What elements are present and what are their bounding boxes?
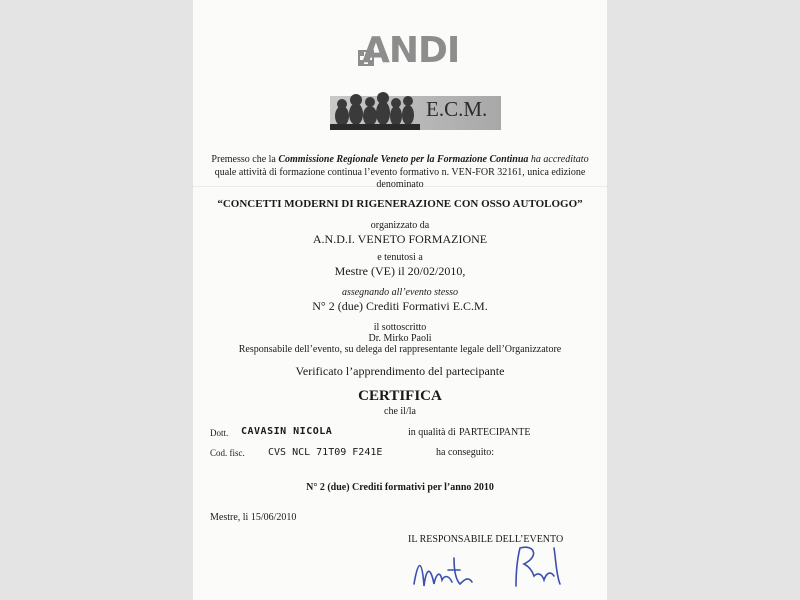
intro-line-1 xyxy=(193,154,607,165)
intro-line-2: quale attività di formazione continua l’evento formativo n. VEN-FOR 32161, unica edizione xyxy=(214,167,586,178)
credits-value: N° 2 (due) Crediti Formativi E.C.M. xyxy=(312,299,488,313)
held-label: e tenutosi a xyxy=(377,252,423,263)
credits-label: assegnando all’evento stesso xyxy=(341,287,459,298)
participant-name: CAVASIN NICOLA xyxy=(241,426,333,437)
andi-logo xyxy=(350,28,470,68)
place-date: Mestre, li 15/06/2010 xyxy=(210,512,297,523)
event-title: “CONCETTI MODERNI DI RIGENERAZIONE CON OSSO AUTOLOGO” xyxy=(217,198,583,210)
participant-quality: PARTECIPANTE xyxy=(459,427,531,438)
intro-line-3: denominato xyxy=(376,179,424,190)
andi-logo-text: ANDI xyxy=(362,30,460,68)
signatory-label: il sottoscritto xyxy=(373,322,427,333)
intro-suffix: ha accreditato xyxy=(528,154,589,165)
intro-prefix: Premesso che la xyxy=(211,154,279,165)
participant-quality-label: in qualità di xyxy=(408,427,456,438)
certifica-sub: che il/la xyxy=(384,406,416,417)
responsible-label: IL RESPONSABILE DELL’EVENTO xyxy=(408,534,564,545)
participant-title-label: Dott. xyxy=(210,428,229,438)
ecm-banner-text: E.C.M. xyxy=(426,97,488,121)
certifica-title: CERTIFICA xyxy=(358,388,442,404)
signatory-role: Responsabile dell’evento, su delega del rappresentante legale dell’Organizzatore xyxy=(238,344,562,355)
signatory-name: Dr. Mirko Paoli xyxy=(368,333,432,344)
verified-text: Verificato l’apprendimento del partecipante xyxy=(295,364,505,378)
organizer-name: A.N.D.I. VENETO FORMAZIONE xyxy=(312,232,488,246)
obtained-credits: N° 2 (due) Crediti formativi per l’anno 2010 xyxy=(306,482,494,493)
ecm-banner xyxy=(330,86,501,130)
held-place-date: Mestre (VE) il 20/02/2010, xyxy=(334,264,466,278)
fiscal-code: CVS NCL 71T09 F241E xyxy=(268,447,383,458)
handwritten-signature xyxy=(408,540,568,596)
organizer-label: organizzato da xyxy=(370,220,430,231)
obtained-label: ha conseguito: xyxy=(436,447,495,458)
fiscal-code-label: Cod. fisc. xyxy=(210,448,245,458)
commission-name: Commissione Regionale Veneto per la Formazione Continua xyxy=(278,154,529,165)
